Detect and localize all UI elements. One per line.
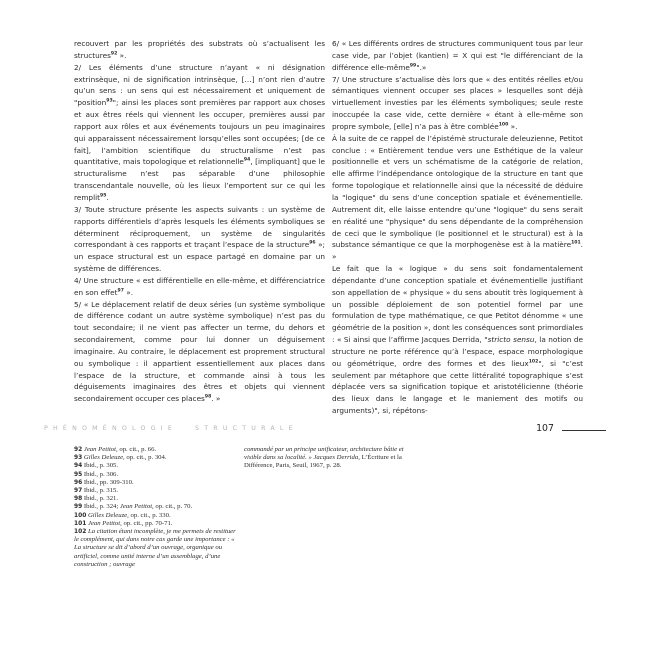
italic-span: commandé par un principe unificateur, architecture bâtie et visible dans sa localité. » Jacques Derrida, [244, 446, 404, 462]
footnote-number: 97 [74, 488, 83, 495]
footnote [74, 528, 239, 569]
text-span: Ibid., p. 306. [83, 470, 119, 478]
paragraph [74, 38, 325, 62]
text-span: À la suite de ce rappel de l’épistémè structurale deleuzienne, Petitot conclue : « Entièrement tendue vers une Esthétique de la valeur positionnelle et vers un schématisme de la catégorie de relation, elle affirme l’indépendance ontologique de la structure en tant que forme topologique et relationnelle ainsi que la nécessité de déduire la "logique" du sens d’une conception spatiale et événementielle. Autrement dit, elle laisse entendre qu’une "logique" du sens serait en réalité une "physique" du sens dépendante de la compréhension de ceci que le symbolique (le positionnel et le structural) est à la substance sémantique ce que la morphogenèse est à la matière [332, 133, 583, 250]
italic-span: Gilles Deleuze, [83, 454, 125, 462]
footnote-ref: 102 [528, 359, 539, 365]
text-span: op. cit., p. 304. [124, 454, 167, 462]
text-span: . » [332, 240, 583, 262]
footnote [74, 520, 239, 528]
paragraph [74, 299, 325, 406]
italic-span: Jean Petitot, [83, 446, 118, 453]
text-span: Ibid., p. 321. [83, 495, 119, 503]
text-span: »; un espace structural est un espace partagé en domaine par un système de différences. [74, 240, 325, 274]
text-span: Ibid., p. 315. [83, 487, 119, 495]
footnote [74, 479, 239, 487]
text-span: , [impliquant] que le structuralisme n’est pas séparable d’une philosophie transcendantale nouvelle, où les lieux l’emportent sur ce qui les remplit [74, 157, 325, 202]
footnote-number: 100 [74, 512, 87, 519]
footnote-ref: 93 [106, 98, 113, 104]
running-title-word-1: PHÉNOMÉNOLOGIE [44, 425, 178, 432]
text-span: Ibid., p. 324; [83, 503, 120, 511]
text-span: 2/ Les éléments d’une structure n’ayant « ni désignation extrinsèque, ni de signification intrinsèque, […] n’ont rien d’autre qu’un sens : un sens qui est nécessairement et uniquement de "position [74, 62, 325, 108]
text-span: op. cit., p. 330. [128, 511, 171, 519]
text-span: 6/ « Les différents ordres de structures communiquent tous par leur case vide, par l’objet (kantien) = X qui est "le différenciant de la différence elle-même [332, 39, 583, 72]
paragraph [332, 133, 583, 263]
footnote-ref: 101 [571, 240, 581, 246]
text-span: 3/ Toute structure présente les aspects suivants : un système de rapports différentiels d’après lesquels les éléments symboliques se déterminent réciproquement, un système de singularités correspondant à ces rapports et traçant l’espace de la structure [74, 204, 325, 250]
footnote-ref: 95 [100, 193, 107, 199]
text-span: L’Écriture et la Différence, Paris, Seuil, 1967, p. 28. [244, 454, 402, 470]
running-title-word-2: STRUCTURALE [195, 425, 298, 432]
footnote-number: 95 [74, 471, 83, 478]
footnote [74, 503, 239, 511]
footnote-number: 96 [74, 479, 83, 486]
running-title [44, 425, 298, 432]
italic-span: La citation étant incomplète, je me permets de restituer le complément, qui dans notre cas garde une importance : « La structure se dit d’abord d’un ouvrage, organique ou artificiel, comme unité interne d’un assemblage, d’une construction ; ouvrage [74, 528, 236, 568]
paragraph [74, 275, 325, 299]
footnote-number: 101 [74, 520, 87, 527]
footnote-number: 99 [74, 504, 83, 511]
footnote [74, 454, 239, 462]
text-span: , la notion de structure ne porte référence qu’à l’espace, espace morphologique ou géométrique, ordre des formes et des lieux [332, 335, 583, 368]
footnote-ref: 99 [409, 63, 417, 69]
footnote-number: 92 [74, 447, 83, 453]
footnote-number: 93 [74, 455, 83, 462]
footnotes-right [244, 446, 414, 471]
footnote-number: 94 [74, 463, 83, 470]
footnote [74, 487, 239, 495]
text-span: . [106, 192, 109, 202]
text-span: op. cit., p. 70. [153, 503, 193, 511]
body-column-left [74, 38, 325, 405]
text-span: 5/ « Le déplacement relatif de deux séries (un système symbolique de différence codant un autre système symbolique) n’est pas du tout secondaire; il ne vient pas affecter un terme, du dehors et secondairement, comme pour lui donner un déguisement imaginaire. Au contraire, le déplacement est proprement structural ou symbolique : il appartient essentiellement aux places dans l’espace de la structure, et commande ainsi à tous les déguisements imaginaires des êtres et objets qui viennent secondairement occuper ces places [74, 299, 325, 404]
footnote [244, 446, 414, 471]
text-span: 4/ Une structure « est différentielle en elle-même, et différenciatrice en son effet [74, 275, 325, 297]
text-span: ». [508, 121, 518, 131]
footnote-ref: 98 [204, 394, 212, 400]
text-span: . » [211, 394, 221, 404]
paragraph [74, 204, 325, 275]
body-column-right [332, 38, 583, 417]
paragraph [332, 38, 583, 74]
italic-span: Jean Petitot, [119, 503, 154, 511]
italic-span: Gilles Deleuze, [87, 511, 129, 519]
text-span: ». [117, 50, 127, 60]
text-span: ». [123, 287, 134, 297]
footnotes-left [74, 446, 239, 569]
footnote [74, 495, 239, 503]
text-span: Ibid., pp. 309-310. [83, 478, 134, 486]
footnote-number: 98 [74, 496, 83, 503]
text-span: ".» [416, 62, 427, 72]
text-span: Ibid., p. 305. [83, 462, 119, 470]
footnote-ref: 97 [117, 288, 124, 294]
text-span: Le fait que la « logique » du sens soit fondamentalement dépendante d’une conception spatiale et événementielle justifiant son appellation de « physique » du sens aboutit très logiquement à un possible déploiement de son potentiel formel par une formulation de type mathématique, ce que Petitot dénomme « une géométrie de la position », dont les conséquences sont primordiales : « Si ainsi que l’affirme Jacques Derrida, " [332, 264, 583, 345]
text-span: op. cit., p. 66. [117, 446, 157, 453]
footnote-ref: 94 [243, 158, 251, 164]
footnote [74, 462, 239, 470]
footnote [74, 446, 239, 454]
text-span: op. cit., pp. 70-71. [121, 519, 173, 527]
running-header [44, 423, 606, 439]
italic-span: Jean Petitot, [87, 519, 122, 527]
footnote [74, 512, 239, 520]
footnote-ref: 96 [309, 240, 316, 246]
text-span: 7/ Une structure s’actualise dès lors que « des entités réelles et/ou sémantiques viennent occuper ses places » lesquelles sont déjà virtuellement investies par les éléments symboliques; seule reste inoccupée la case vide, cette dernière « étant à elle-même son propre symbole, [elle] n’a pas à être comblée [332, 74, 583, 131]
footnote-ref: 92 [110, 51, 118, 57]
text-span: ", si "c’est seulement par métaphore que cette littéralité topographique s’est déplacée vers sa signification topique et aristotélicienne (théorie des lieux dans le langage et le maniement des motifs ou arguments)", si, répétons- [332, 358, 584, 416]
page-number: 107 [536, 423, 554, 434]
paragraph [74, 62, 325, 204]
footnote-ref: 100 [498, 122, 509, 128]
footnote-number: 102 [74, 529, 87, 536]
footnote [74, 471, 239, 479]
paragraph [332, 263, 583, 417]
text-span: recouvert par les propriétés des substrats où s’actualisent les structures [74, 39, 325, 60]
text-span: "; ainsi les places sont premières par rapport aux choses et aux êtres réels qui viennent les occuper, premières aussi par rapport aux rôles et aux événements toujours un peu imaginaires qui apparaissent nécessairement lorsqu’elles sont occupées; [de ce fait], l’ambition scientifique du structuralisme n’est pas quantitative, mais topologique et relationnelle [74, 98, 325, 167]
header-rule [562, 430, 606, 431]
paragraph [332, 74, 583, 133]
italic-span: stricto sensu [487, 335, 535, 345]
